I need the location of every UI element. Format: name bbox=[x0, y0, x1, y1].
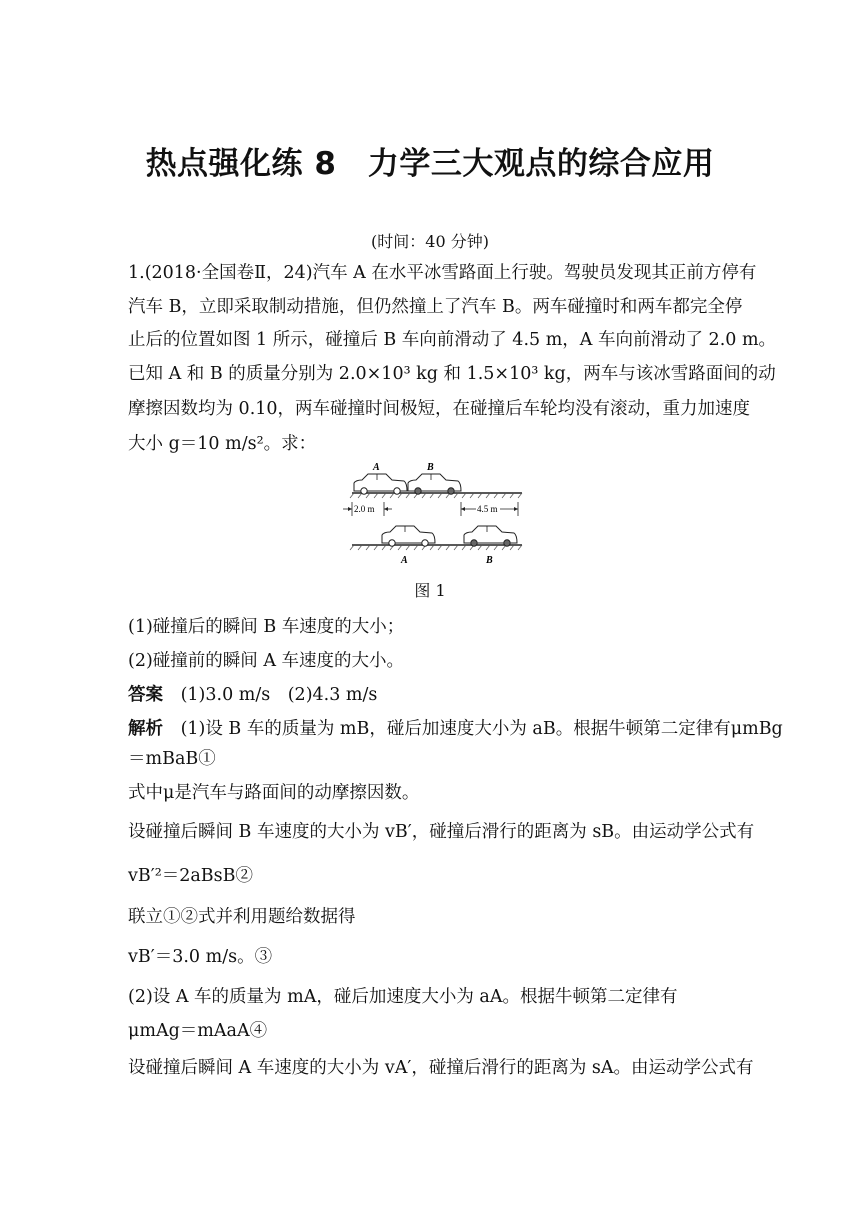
problem-line: 已知 A 和 B 的质量分别为 2.0×10³ kg 和 1.5×10³ kg，两车与该冰雪路面间的动 bbox=[128, 364, 776, 384]
problem-line: 摩擦因数均为 0.10，两车碰撞时间极短，在碰撞后车轮均没有滚动，重力加速度 bbox=[128, 399, 751, 419]
analysis-label: 解析 bbox=[128, 719, 163, 739]
figure-caption: 图 1 bbox=[414, 581, 446, 600]
analysis-line: 式中μ是汽车与路面间的动摩擦因数。 bbox=[128, 783, 420, 803]
analysis-line: 联立①②式并利用题给数据得 bbox=[128, 907, 356, 927]
analysis-line: (1)设 B 车的质量为 mB，碰后加速度大小为 aB。根据牛顿第二定律有μmBg bbox=[180, 719, 783, 739]
car-b-before bbox=[408, 474, 461, 494]
question-2: (2)碰撞前的瞬间 A 车速度的大小。 bbox=[128, 651, 405, 671]
question-1: (1)碰撞后的瞬间 B 车速度的大小； bbox=[128, 617, 405, 637]
problem-line: 汽车 B，立即采取制动措施，但仍然撞上了汽车 B。两车碰撞时和两车都完全停 bbox=[128, 297, 743, 317]
distance-a-label: 2.0 m bbox=[354, 504, 375, 514]
analysis-line: ＝mBaB① bbox=[128, 749, 216, 769]
car-b-label: B bbox=[427, 462, 434, 473]
car-b-label-bottom: B bbox=[486, 555, 493, 566]
analysis-line: vB′＝3.0 m/s。③ bbox=[128, 947, 273, 967]
problem-line: 大小 g＝10 m/s²。求： bbox=[128, 434, 317, 454]
distance-b-label: 4.5 m bbox=[477, 504, 498, 514]
analysis-line: vB′²＝2aBsB② bbox=[128, 866, 254, 886]
answer-label: 答案 bbox=[128, 685, 163, 705]
analysis-line: (2)设 A 车的质量为 mA，碰后加速度大小为 aA。根据牛顿第二定律有 bbox=[128, 987, 678, 1007]
car-a-before bbox=[354, 474, 407, 494]
analysis-line: μmAg＝mAaA④ bbox=[128, 1021, 268, 1041]
problem-line: 1.(2018·全国卷Ⅱ，24)汽车 A 在水平冰雪路面上行驶。驾驶员发现其正前方停有 bbox=[128, 263, 757, 283]
answer-row bbox=[128, 681, 377, 706]
analysis-line: 设碰撞后瞬间 B 车速度的大小为 vB′，碰撞后滑行的距离为 sB。由运动学公式有 bbox=[128, 822, 755, 842]
page-title: 热点强化练 8 力学三大观点的综合应用 bbox=[145, 146, 715, 182]
analysis-line: 设碰撞后瞬间 A 车速度的大小为 vA′，碰撞后滑行的距离为 sA。由运动学公式有 bbox=[128, 1058, 754, 1078]
car-a-label-bottom: A bbox=[401, 555, 408, 566]
collision-figure bbox=[340, 458, 530, 570]
analysis-row bbox=[128, 715, 783, 740]
answer-text: (1)3.0 m/s (2)4.3 m/s bbox=[180, 685, 378, 705]
problem-line: 止后的位置如图 1 所示，碰撞后 B 车向前滑动了 4.5 m，A 车向前滑动了 2.0 m。 bbox=[128, 330, 777, 350]
car-a-label: A bbox=[373, 462, 380, 473]
car-a-after bbox=[382, 526, 435, 546]
car-b-after bbox=[464, 526, 517, 546]
time-note: (时间：40 分钟) bbox=[371, 232, 489, 251]
